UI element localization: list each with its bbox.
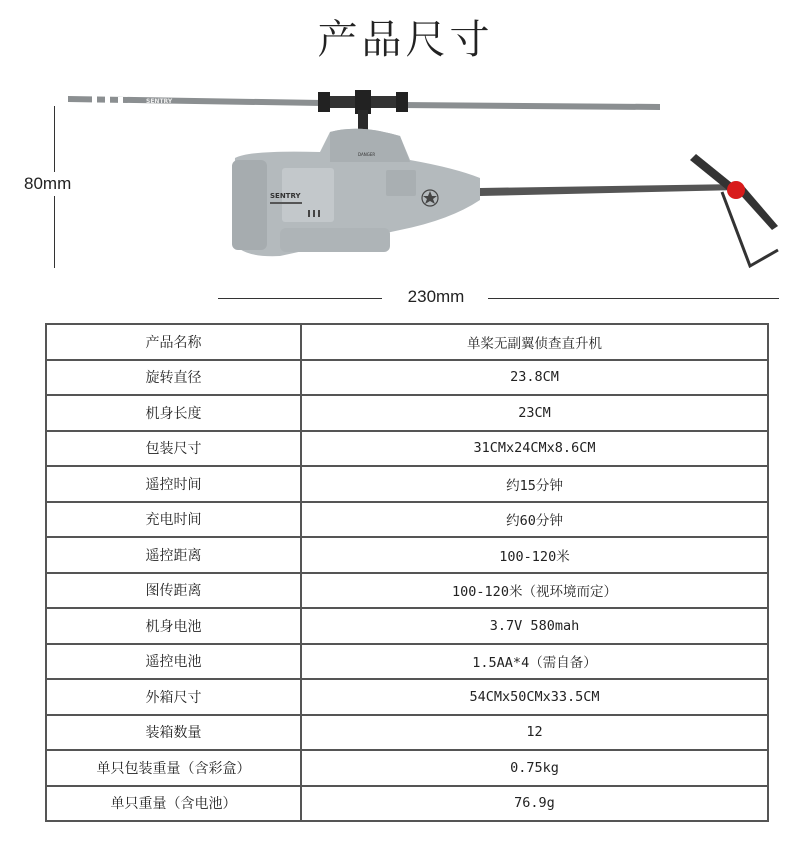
spec-table [45,323,769,822]
spec-label: 旋转直径 [46,360,301,396]
spec-value: 约60分钟 [301,502,768,538]
spec-value: 54CMx50CMx33.5CM [301,679,768,715]
spec-label: 遥控距离 [46,537,301,573]
blade-stripes [92,96,123,104]
table-row [46,750,768,786]
table-row [46,786,768,822]
tail-boom [480,184,740,196]
spec-value: 1.5AA*4（需自备） [301,644,768,680]
spec-label: 装箱数量 [46,715,301,751]
table-row [46,537,768,573]
length-dimension-label: 230mm [407,287,465,306]
danger-decal-text: DANGER [358,152,376,157]
table-row [46,608,768,644]
spec-value: 76.9g [301,786,768,822]
spec-value: 23.8CM [301,360,768,396]
spec-label: 机身电池 [46,608,301,644]
body-brand-text: SENTRY [270,192,301,200]
table-row [46,431,768,467]
spec-value: 12 [301,715,768,751]
spec-label: 遥控电池 [46,644,301,680]
table-row [46,679,768,715]
vent-box [386,170,416,196]
belly [280,228,390,252]
spec-value: 31CMx24CMx8.6CM [301,431,768,467]
table-row [46,573,768,609]
spec-label: 机身长度 [46,395,301,431]
spec-label: 遥控时间 [46,466,301,502]
spec-label: 单只包装重量（含彩盒） [46,750,301,786]
spec-value: 100-120米（视环境而定） [301,573,768,609]
blade-brand-text: SENTRY [146,98,173,105]
spec-value: 0.75kg [301,750,768,786]
spec-label: 充电时间 [46,502,301,538]
page-title: 产品尺寸 [317,17,494,63]
spec-label: 包装尺寸 [46,431,301,467]
cabin [330,129,410,162]
table-row [46,502,768,538]
tail-rotor-hub [727,181,745,199]
spec-value: 单桨无副翼侦查直升机 [301,324,768,360]
right-rotor-blade [400,102,660,110]
helicopter-image [60,80,780,280]
table-row [46,395,768,431]
table-row [46,644,768,680]
spec-label: 产品名称 [46,324,301,360]
nose [232,160,267,250]
spec-value: 23CM [301,395,768,431]
spec-value: 100-120米 [301,537,768,573]
length-dimension-line-left [218,298,382,299]
table-row [46,360,768,396]
height-dimension-label: 80mm [24,172,71,196]
length-dimension-line-right [488,298,779,299]
spec-value: 3.7V 580mah [301,608,768,644]
spec-label: 外箱尺寸 [46,679,301,715]
table-row [46,466,768,502]
table-row [46,324,768,360]
spec-label: 图传距离 [46,573,301,609]
table-row [46,715,768,751]
spec-label: 单只重量（含电池） [46,786,301,822]
spec-value: 约15分钟 [301,466,768,502]
